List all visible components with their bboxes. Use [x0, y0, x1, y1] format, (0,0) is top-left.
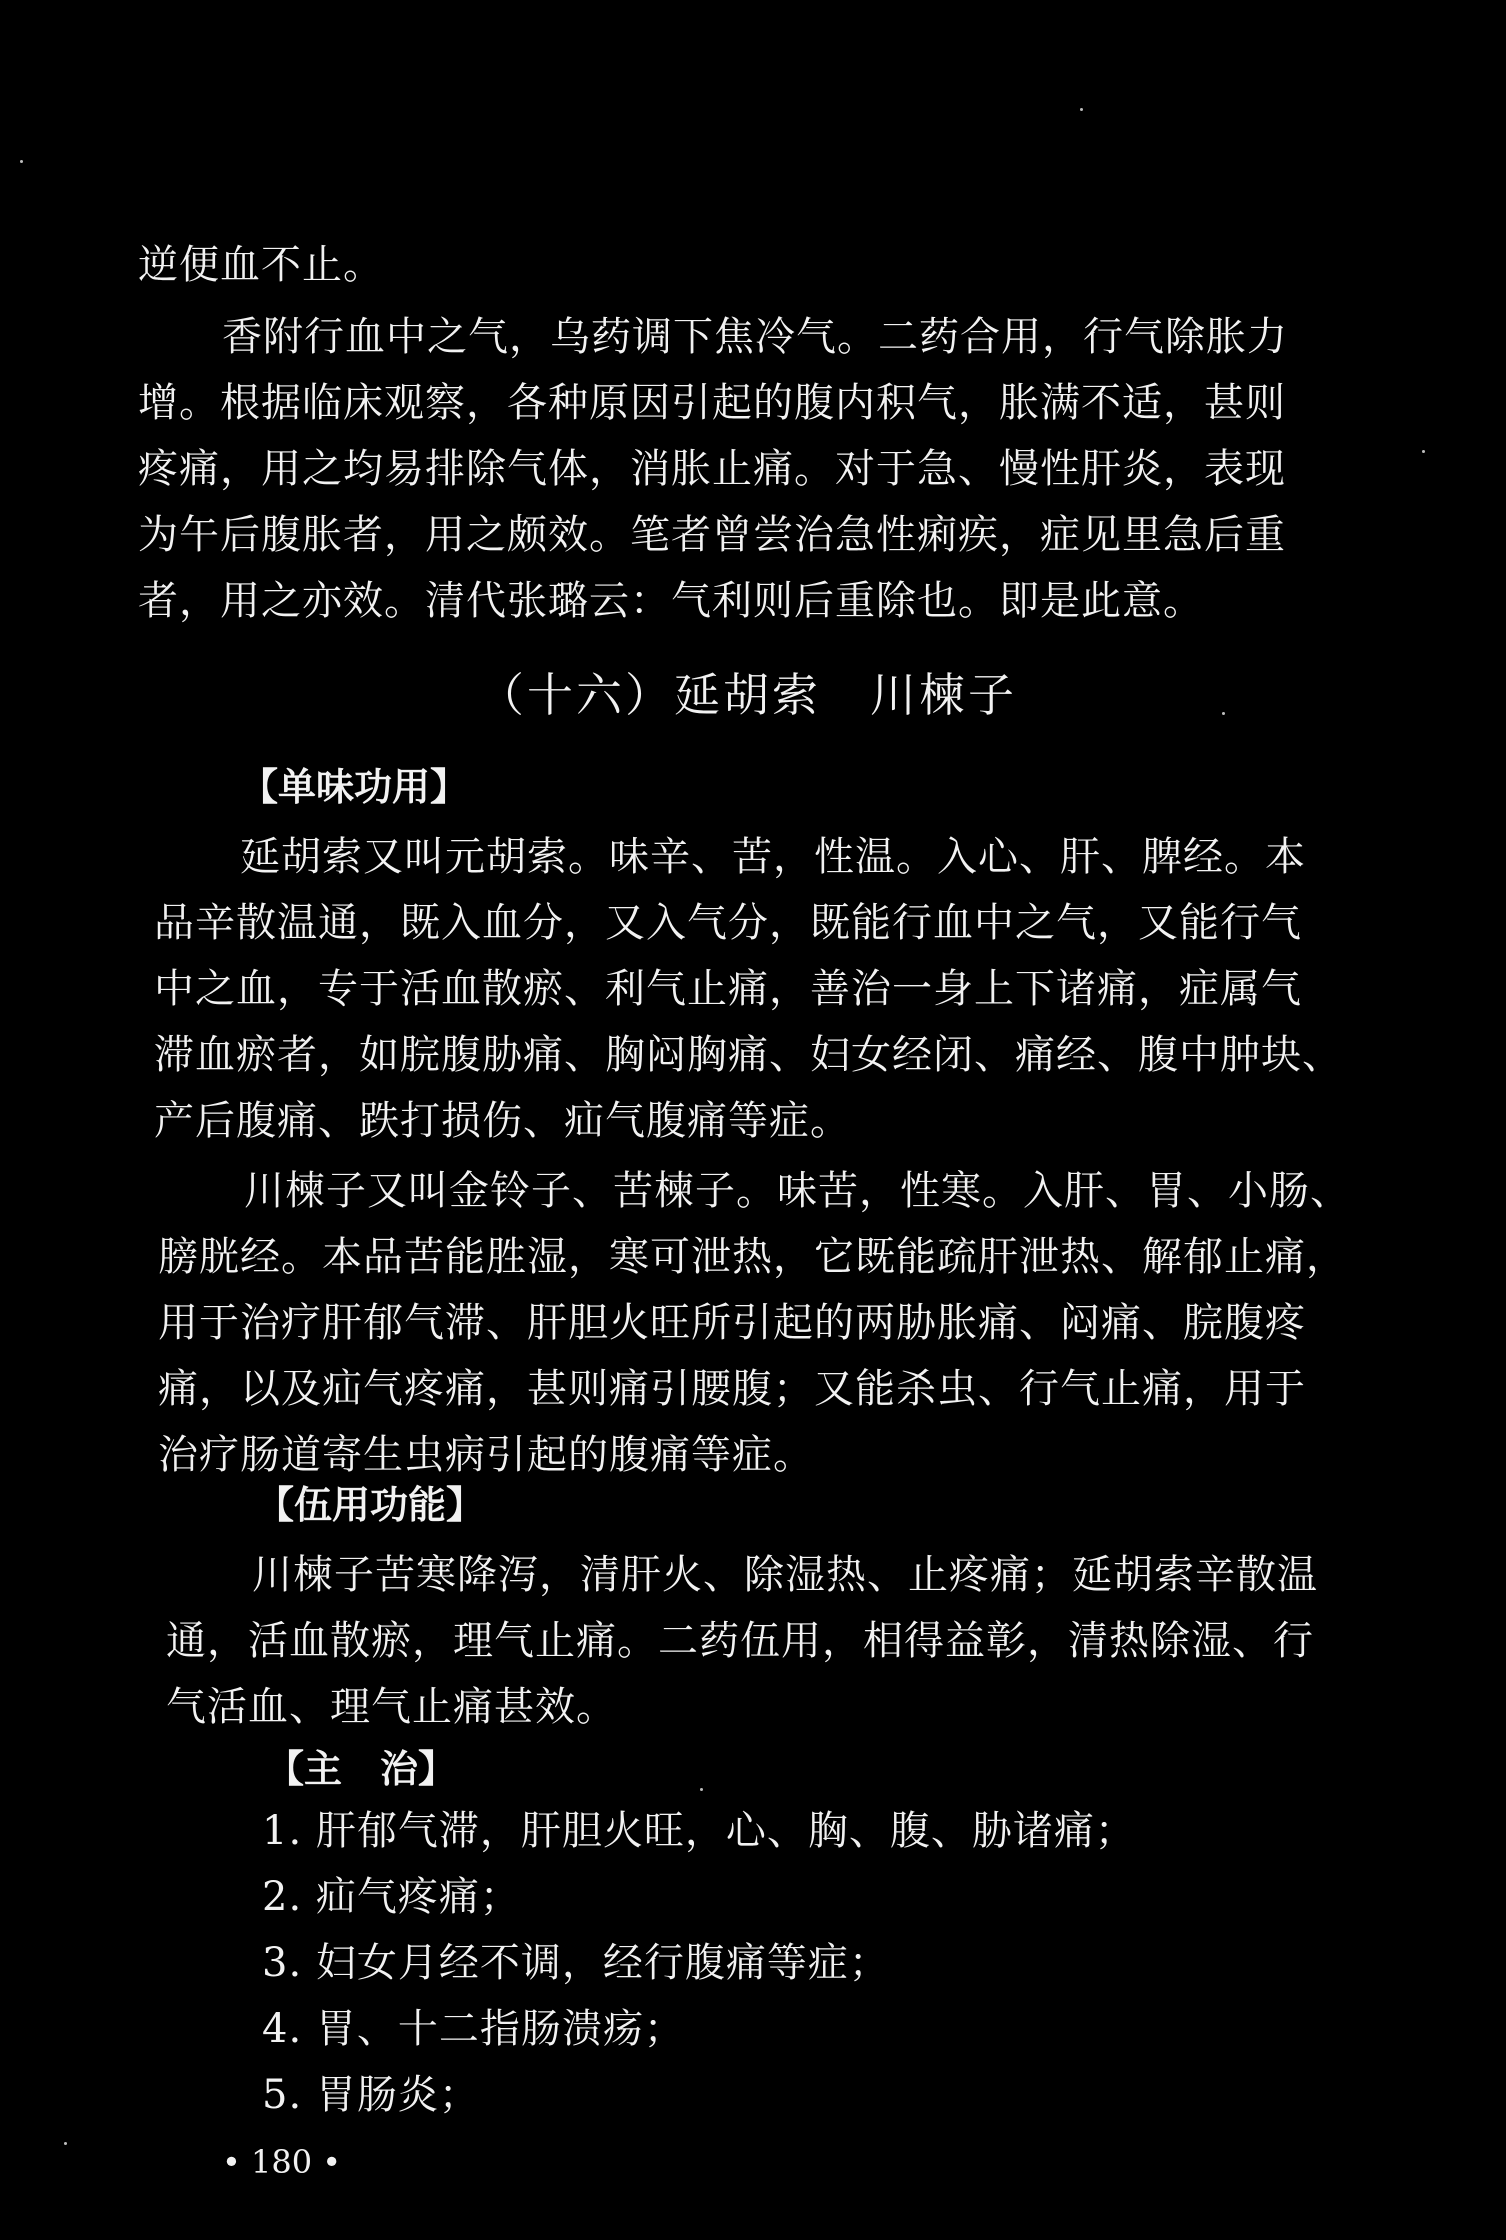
- heading-combined-function: 【伍用功能】: [256, 1483, 485, 1527]
- text-line: 用于治疗肝郁气滞、肝胆火旺所引起的两胁胀痛、闷痛、脘腹疼: [158, 1300, 1306, 1346]
- text-line: 膀胱经。本品苦能胜湿，寒可泄热，它既能疏肝泄热、解郁止痛，: [158, 1234, 1347, 1280]
- list-item: 3. 妇女月经不调，经行腹痛等症；: [262, 1940, 890, 1986]
- text-line: 滞血瘀者，如脘腹胁痛、胸闷胸痛、妇女经闭、痛经、腹中肿块、: [154, 1032, 1343, 1078]
- list-item: 4. 胃、十二指肠溃疡；: [262, 2006, 685, 2052]
- page-number: • 180 •: [222, 2143, 342, 2181]
- heading-indications: 【主 治】: [266, 1747, 457, 1791]
- scan-speck: [1080, 108, 1083, 111]
- text-line: 痛，以及疝气疼痛，甚则痛引腰腹；又能杀虫、行气止痛，用于: [158, 1366, 1306, 1412]
- scan-speck: [20, 160, 23, 163]
- list-item: 1. 肝郁气滞，肝胆火旺，心、胸、腹、胁诸痛；: [262, 1808, 1136, 1854]
- text-line: 川楝子苦寒降泻，清肝火、除湿热、止疼痛；延胡索辛散温: [252, 1552, 1318, 1598]
- scan-speck: [700, 1788, 703, 1791]
- heading-single-function: 【单味功用】: [240, 765, 469, 809]
- text-line: 延胡索又叫元胡索。味辛、苦，性温。入心、肝、脾经。本: [240, 834, 1306, 880]
- text-line: 气活血、理气止痛甚效。: [166, 1684, 617, 1730]
- paragraph-continuation: 逆便血不止。: [138, 242, 384, 288]
- text-line: 为午后腹胀者，用之颇效。笔者曾尝治急性痢疾，症见里急后重: [138, 512, 1286, 558]
- text-line: 增。根据临床观察，各种原因引起的腹内积气，胀满不适，甚则: [138, 380, 1286, 426]
- text-line: 产后腹痛、跌打损伤、疝气腹痛等症。: [154, 1098, 851, 1144]
- text-line: 品辛散温通，既入血分，又入气分，既能行血中之气，又能行气: [154, 900, 1302, 946]
- text-line: 川楝子又叫金铃子、苦楝子。味苦，性寒。入肝、胃、小肠、: [244, 1168, 1351, 1214]
- text-line: 疼痛，用之均易排除气体，消胀止痛。对于急、慢性肝炎，表现: [138, 446, 1286, 492]
- text-line: 者，用之亦效。清代张璐云：气利则后重除也。即是此意。: [138, 578, 1204, 624]
- section-title: （十六）延胡索 川楝子: [478, 668, 1017, 722]
- text-line: 香附行血中之气，乌药调下焦冷气。二药合用，行气除胀力: [222, 314, 1288, 360]
- scan-speck: [64, 2142, 67, 2145]
- list-item: 2. 疝气疼痛；: [262, 1874, 521, 1920]
- scan-speck: [1222, 712, 1225, 715]
- scan-speck: [1422, 450, 1425, 453]
- text-line: 中之血，专于活血散瘀、利气止痛，善治一身上下诸痛，症属气: [154, 966, 1302, 1012]
- list-item: 5. 胃肠炎；: [262, 2072, 480, 2118]
- text-line: 通，活血散瘀，理气止痛。二药伍用，相得益彰，清热除湿、行: [166, 1618, 1314, 1664]
- text-line: 治疗肠道寄生虫病引起的腹痛等症。: [158, 1432, 814, 1478]
